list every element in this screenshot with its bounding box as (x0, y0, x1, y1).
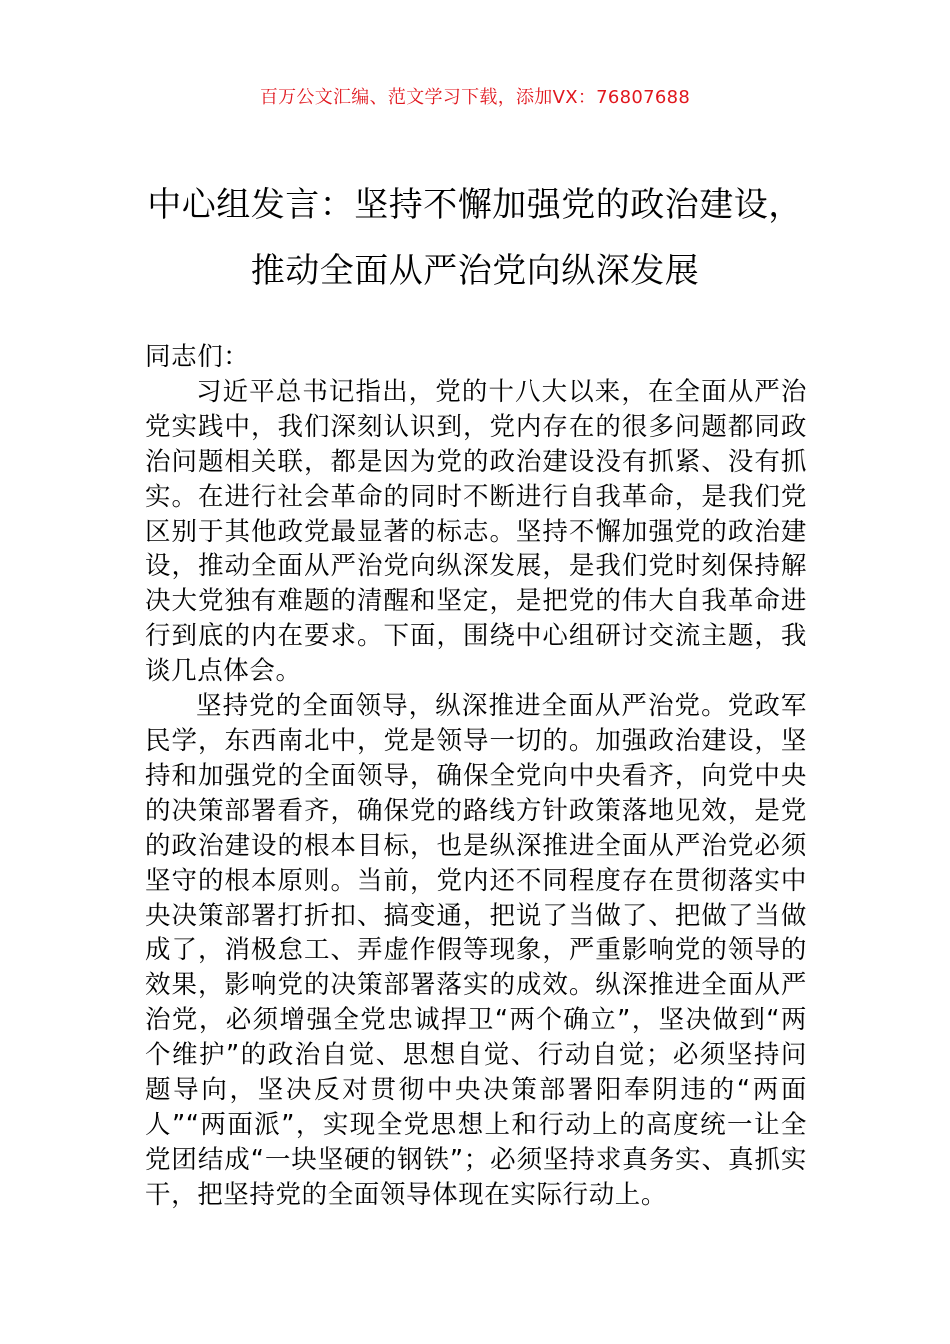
document-body (145, 340, 807, 1213)
document-title-line-2: 推动全面从严治党向纵深发展 (250, 251, 700, 291)
document-title-line-1: 中心组发言：坚持不懈加强党的政治建设， (147, 185, 803, 225)
watermark-banner: 百万公文汇编、范文学习下载，添加VX：76807688 (259, 87, 691, 108)
salutation: 同志们： (145, 342, 250, 372)
paragraph-party-leadership: 坚持党的全面领导，纵深推进全面从严治党。党政军民学，东西南北中，党是领导一切的。加强政治建设，坚持和加强党的全面领导，确保全党向中央看齐，向党中央的决策部署看齐，确保党的路线方针政策落地见效，是党的政治建设的根本目标，也是纵深推进全面从严治党必须坚守的根本原则。当前，党内还不同程度存在贯彻落实中央决策部署打折扣、搞变通，把说了当做了、把做了当做成了，消极怠工、弄虚作假等现象，严重影响党的领导的效果，影响党的决策部署落实的成效。纵深推进全面从严治党，必须增强全党忠诚捍卫“两个确立”，坚决做到“两个维护”的政治自觉、思想自觉、行动自觉；必须坚持问题导向，坚决反对贯彻中央决策部署阳奉阴违的“两面人”“两面派”，实现全党思想上和行动上的高度统一让全党团结成“一块坚硬的钢铁”；必须坚持求真务实、真抓实干，把坚持党的全面领导体现在实际行动上。 (145, 691, 807, 1210)
paragraph-intro: 习近平总书记指出，党的十八大以来，在全面从严治党实践中，我们深刻认识到，党内存在的很多问题都同政治问题相关联，都是因为党的政治建设没有抓紧、没有抓实。在进行社会革命的同时不断进行自我革命，是我们党区别于其他政党最显著的标志。坚持不懈加强党的政治建设，推动全面从严治党向纵深发展，是我们党时刻保持解决大党独有难题的清醒和坚定，是把党的伟大自我革命进行到底的内在要求。下面，围绕中心组研讨交流主题，我谈几点体会。 (145, 376, 807, 687)
